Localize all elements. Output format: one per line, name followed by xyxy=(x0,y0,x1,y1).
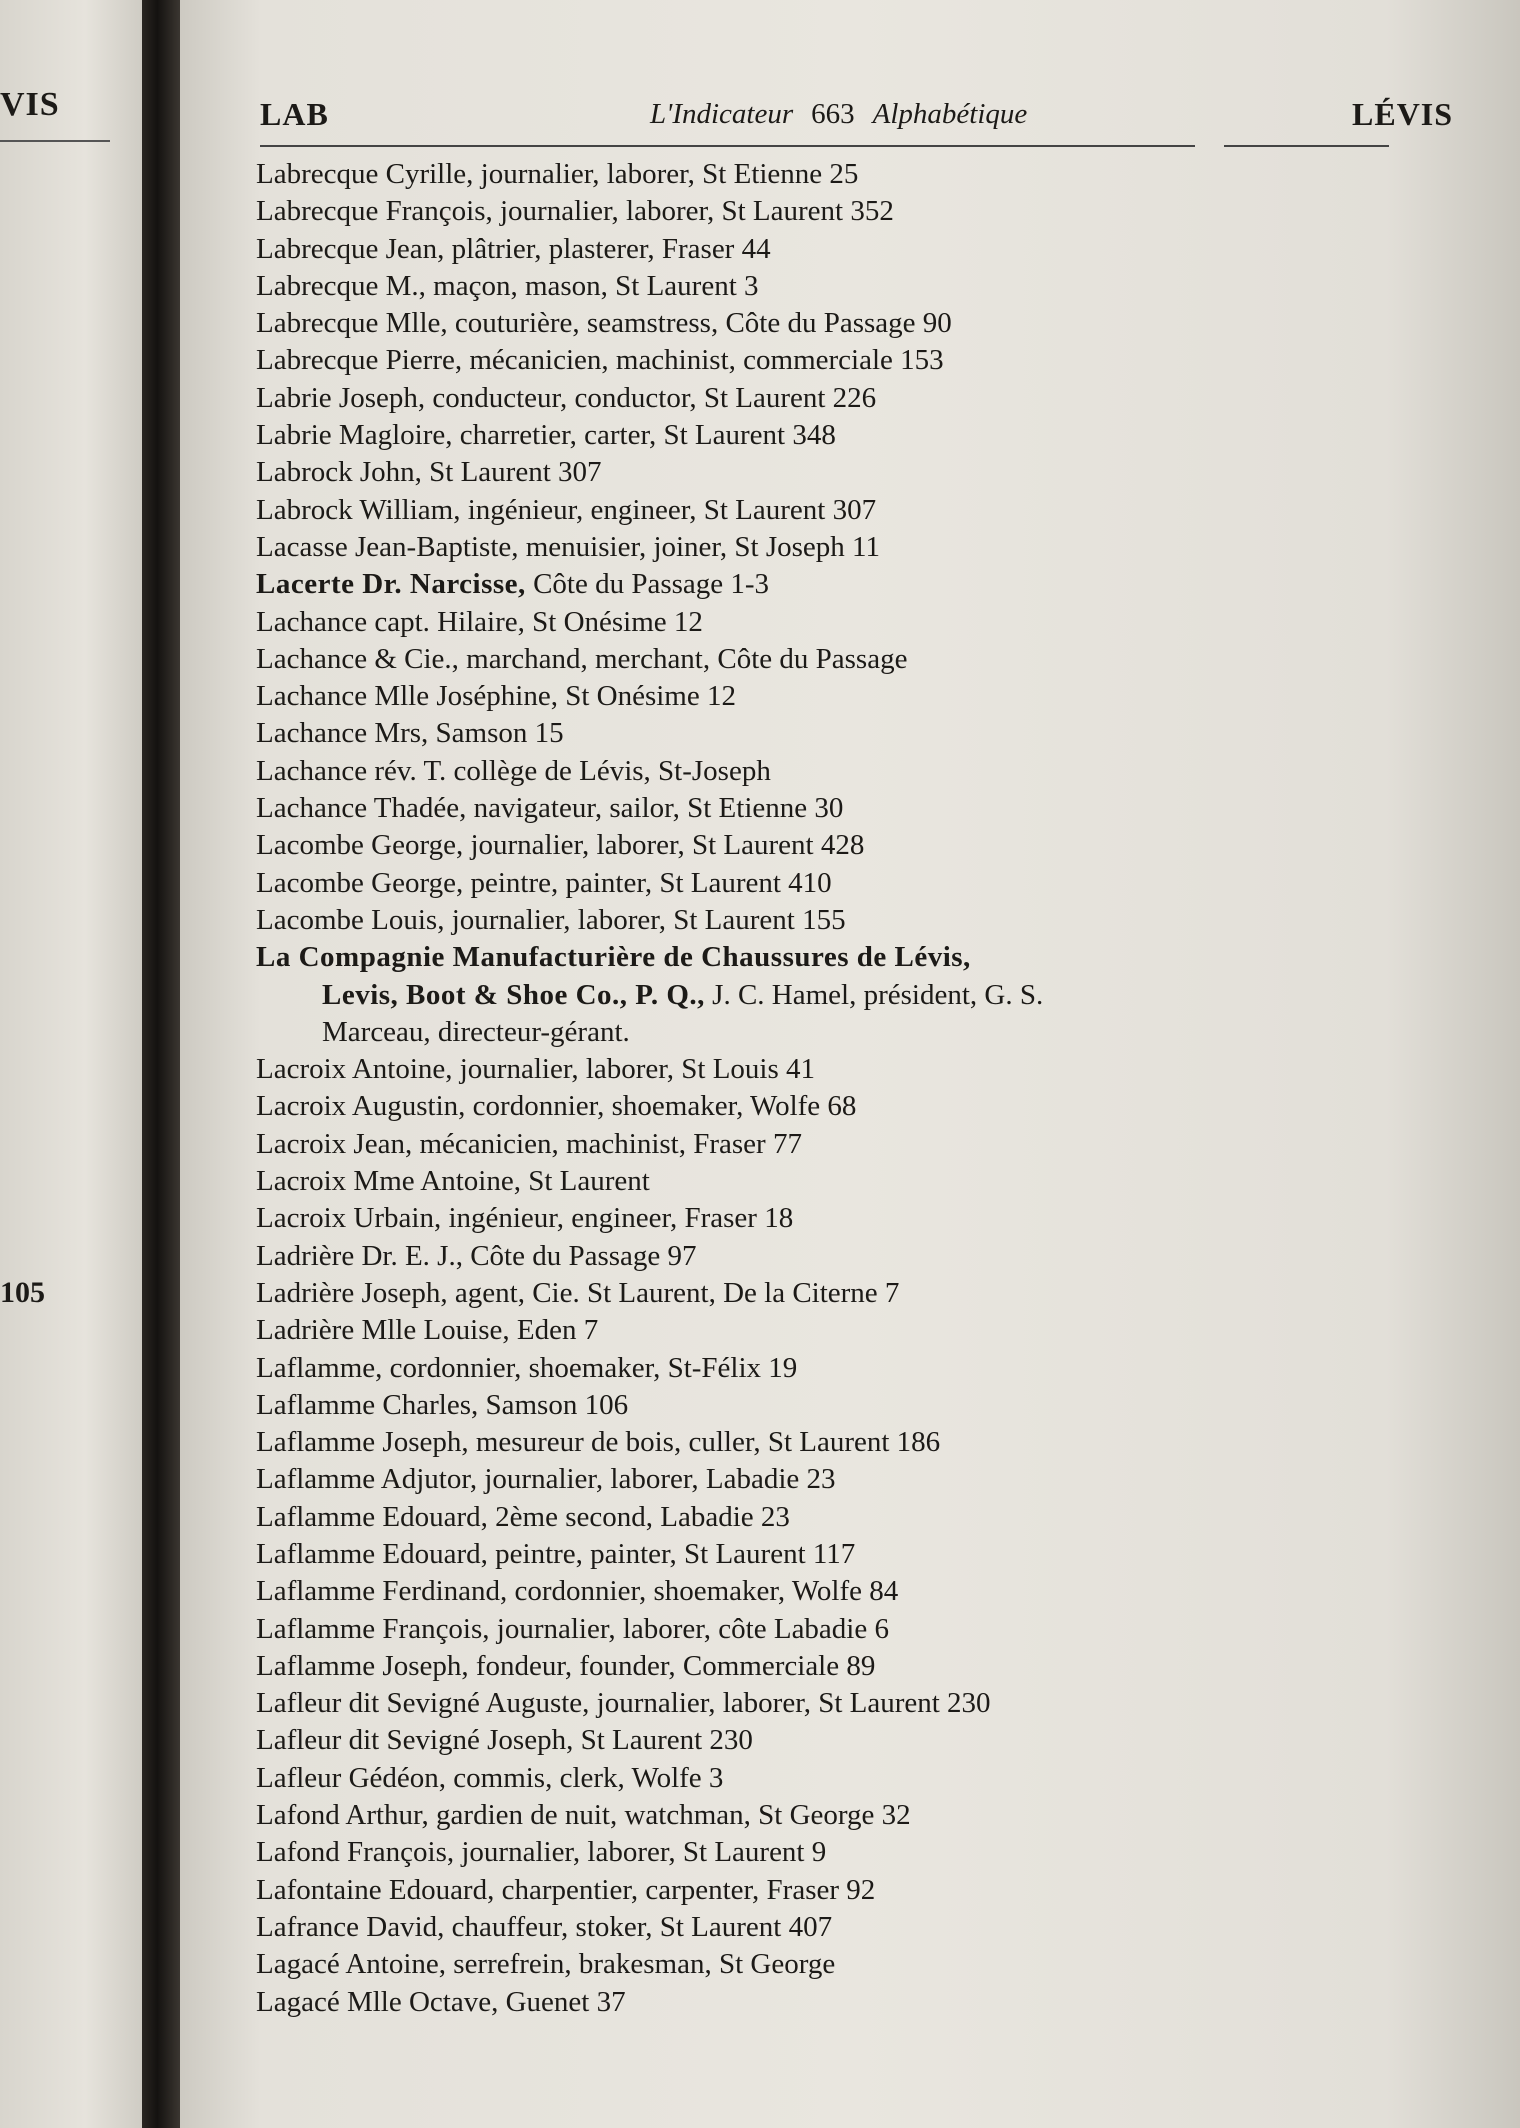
header-title-left: L'Indicateur xyxy=(650,98,794,130)
header-rule-right xyxy=(1224,145,1389,147)
entry-text: Laflamme Edouard, 2ème second, Labadie 23 xyxy=(256,1500,790,1533)
entry-text: Lafond Arthur, gardien de nuit, watchman, St George 32 xyxy=(256,1799,911,1832)
entry-text: Lacasse Jean-Baptiste, menuisier, joiner, St Joseph 11 xyxy=(256,530,880,563)
directory-entry xyxy=(256,1088,1466,1125)
directory-entry xyxy=(256,753,1466,790)
entry-text: Côte du Passage 1-3 xyxy=(525,568,770,601)
entry-text: Lacroix Jean, mécanicien, machinist, Fraser 77 xyxy=(256,1127,802,1160)
directory-entry xyxy=(256,1275,1466,1312)
entry-text: Lacombe George, journalier, laborer, St Laurent 428 xyxy=(256,829,865,862)
directory-entry-continuation xyxy=(256,977,1466,1014)
entry-text: Lafleur dit Sevigné Joseph, St Laurent 230 xyxy=(256,1724,753,1757)
entry-text: Lafond François, journalier, laborer, St Laurent 9 xyxy=(256,1836,827,1869)
entry-bold-name: Levis, Boot & Shoe Co., P. Q., xyxy=(322,978,705,1011)
entry-text: Lagacé Antoine, serrefrein, brakesman, St George xyxy=(256,1948,836,1981)
directory-page xyxy=(180,0,1520,2128)
directory-entry xyxy=(256,1760,1466,1797)
directory-entry xyxy=(256,231,1466,268)
directory-entry xyxy=(256,380,1466,417)
entry-text: Lacroix Augustin, cordonnier, shoemaker, Wolfe 68 xyxy=(256,1090,857,1123)
directory-entry xyxy=(256,492,1466,529)
directory-entry xyxy=(256,268,1466,305)
entry-text: Lachance rév. T. collège de Lévis, St-Joseph xyxy=(256,754,771,787)
entry-text: Lacombe Louis, journalier, laborer, St Laurent 155 xyxy=(256,903,846,936)
directory-entry-continuation xyxy=(256,1014,1466,1051)
directory-entry xyxy=(256,342,1466,379)
directory-entry xyxy=(256,1312,1466,1349)
entry-text: Laflamme François, journalier, laborer, côte Labadie 6 xyxy=(256,1612,889,1645)
directory-entry xyxy=(256,417,1466,454)
left-page-number: 105 xyxy=(0,1276,45,1309)
entry-text: Lacroix Urbain, ingénieur, engineer, Fraser 18 xyxy=(256,1202,794,1235)
entry-text: Lagacé Mlle Octave, Guenet 37 xyxy=(256,1985,626,2018)
entry-text: Ladrière Mlle Louise, Eden 7 xyxy=(256,1314,599,1347)
entry-text: Labrecque Cyrille, journalier, laborer, St Etienne 25 xyxy=(256,158,859,190)
entry-text: Labrecque Mlle, couturière, seamstress, Côte du Passage 90 xyxy=(256,307,952,340)
directory-entry xyxy=(256,1424,1466,1461)
directory-entry xyxy=(256,1872,1466,1909)
entry-text: Lafontaine Edouard, charpentier, carpenter, Fraser 92 xyxy=(256,1873,876,1906)
header-title-right: Alphabétique xyxy=(872,98,1028,130)
entry-text: Labrock John, St Laurent 307 xyxy=(256,456,602,489)
entry-text: Lachance Thadée, navigateur, sailor, St Etienne 30 xyxy=(256,792,844,825)
directory-entry xyxy=(256,1946,1466,1983)
entry-text: Lachance Mrs, Samson 15 xyxy=(256,717,564,750)
directory-entry xyxy=(256,1611,1466,1648)
directory-entry xyxy=(256,1163,1466,1200)
directory-entry xyxy=(256,827,1466,864)
directory-entry xyxy=(256,454,1466,491)
book-binding xyxy=(142,0,180,2128)
directory-entry xyxy=(256,529,1466,566)
entry-text: Labrecque M., maçon, mason, St Laurent 3 xyxy=(256,269,759,302)
entry-text: Lafleur Gédéon, commis, clerk, Wolfe 3 xyxy=(256,1761,724,1794)
directory-entry xyxy=(256,641,1466,678)
entry-text: Labrecque Jean, plâtrier, plasterer, Fraser 44 xyxy=(256,232,771,265)
entry-text: Ladrière Dr. E. J., Côte du Passage 97 xyxy=(256,1239,697,1272)
directory-entry xyxy=(256,1051,1466,1088)
entry-text: Labrie Magloire, charretier, carter, St Laurent 348 xyxy=(256,419,836,452)
left-page-rule xyxy=(0,140,110,142)
directory-entry xyxy=(256,1722,1466,1759)
directory-entry xyxy=(256,1797,1466,1834)
directory-entry xyxy=(256,1909,1466,1946)
header-rule xyxy=(260,145,1195,147)
directory-entry xyxy=(256,1200,1466,1237)
directory-entry xyxy=(256,939,1466,976)
entry-text: Lacombe George, peintre, painter, St Laurent 410 xyxy=(256,866,832,899)
entry-text: Lacroix Antoine, journalier, laborer, St Louis 41 xyxy=(256,1053,816,1086)
entry-text: Laflamme Joseph, fondeur, founder, Commerciale 89 xyxy=(256,1649,876,1682)
entry-text: J. C. Hamel, président, G. S. xyxy=(704,978,1044,1011)
entry-text: Lachance Mlle Joséphine, St Onésime 12 xyxy=(256,680,736,713)
entry-text: Labrecque François, journalier, laborer, St Laurent 352 xyxy=(256,195,894,228)
directory-entry xyxy=(256,193,1466,230)
header-left: LAB xyxy=(260,96,329,132)
directory-entry xyxy=(256,1387,1466,1424)
directory-entry xyxy=(256,790,1466,827)
directory-entry xyxy=(256,1238,1466,1275)
entry-text: Labrie Joseph, conducteur, conductor, St Laurent 226 xyxy=(256,381,877,414)
directory-entry xyxy=(256,1685,1466,1722)
directory-entry xyxy=(256,1984,1466,2021)
directory-entry xyxy=(256,865,1466,902)
directory-entry xyxy=(256,715,1466,752)
entry-text: Laflamme, cordonnier, shoemaker, St-Félix 19 xyxy=(256,1351,798,1384)
entry-text: Laflamme Joseph, mesureur de bois, culler, St Laurent 186 xyxy=(256,1426,941,1459)
directory-entry xyxy=(256,305,1466,342)
entry-text: Laflamme Edouard, peintre, painter, St Laurent 117 xyxy=(256,1537,856,1570)
entry-text: Laflamme Ferdinand, cordonnier, shoemaker, Wolfe 84 xyxy=(256,1575,899,1608)
directory-entry xyxy=(256,1461,1466,1498)
directory-entry xyxy=(256,604,1466,641)
entry-text: Laflamme Adjutor, journalier, laborer, Labadie 23 xyxy=(256,1463,836,1496)
entry-text: Ladrière Joseph, agent, Cie. St Laurent, De la Citerne 7 xyxy=(256,1276,900,1309)
entry-text: Labrecque Pierre, mécanicien, machinist, commerciale 153 xyxy=(256,344,944,377)
directory-entry xyxy=(256,1536,1466,1573)
directory-entry xyxy=(256,1350,1466,1387)
entry-text: Lacroix Mme Antoine, St Laurent xyxy=(256,1165,650,1198)
directory-entry xyxy=(256,156,1466,193)
entry-text: Lafrance David, chauffeur, stoker, St Laurent 407 xyxy=(256,1910,833,1943)
directory-entry xyxy=(256,1499,1466,1536)
page-number: 663 xyxy=(811,98,855,130)
directory-entry xyxy=(256,902,1466,939)
entry-text: Marceau, directeur-gérant. xyxy=(322,1015,630,1048)
left-page-header: VIS xyxy=(0,86,60,123)
entry-text: Lachance capt. Hilaire, St Onésime 12 xyxy=(256,605,703,638)
header-right: LÉVIS xyxy=(1352,96,1454,132)
directory-entry xyxy=(256,678,1466,715)
directory-entry xyxy=(256,1126,1466,1163)
header-center xyxy=(650,98,1027,131)
directory-entry xyxy=(256,1573,1466,1610)
entry-text: Laflamme Charles, Samson 106 xyxy=(256,1388,629,1421)
left-page-edge xyxy=(0,0,142,2128)
running-head xyxy=(260,96,1460,140)
entry-text: Lachance & Cie., marchand, merchant, Côte du Passage xyxy=(256,642,908,675)
entry-text: Lafleur dit Sevigné Auguste, journalier, laborer, St Laurent 230 xyxy=(256,1687,991,1720)
entry-bold-name: La Compagnie Manufacturière de Chaussures de Lévis, xyxy=(256,941,971,974)
directory-entries xyxy=(256,156,1466,2021)
directory-entry xyxy=(256,1834,1466,1871)
directory-entry xyxy=(256,1648,1466,1685)
entry-bold-name: Lacerte Dr. Narcisse, xyxy=(256,568,526,601)
directory-entry xyxy=(256,566,1466,603)
entry-text: Labrock William, ingénieur, engineer, St Laurent 307 xyxy=(256,493,877,526)
